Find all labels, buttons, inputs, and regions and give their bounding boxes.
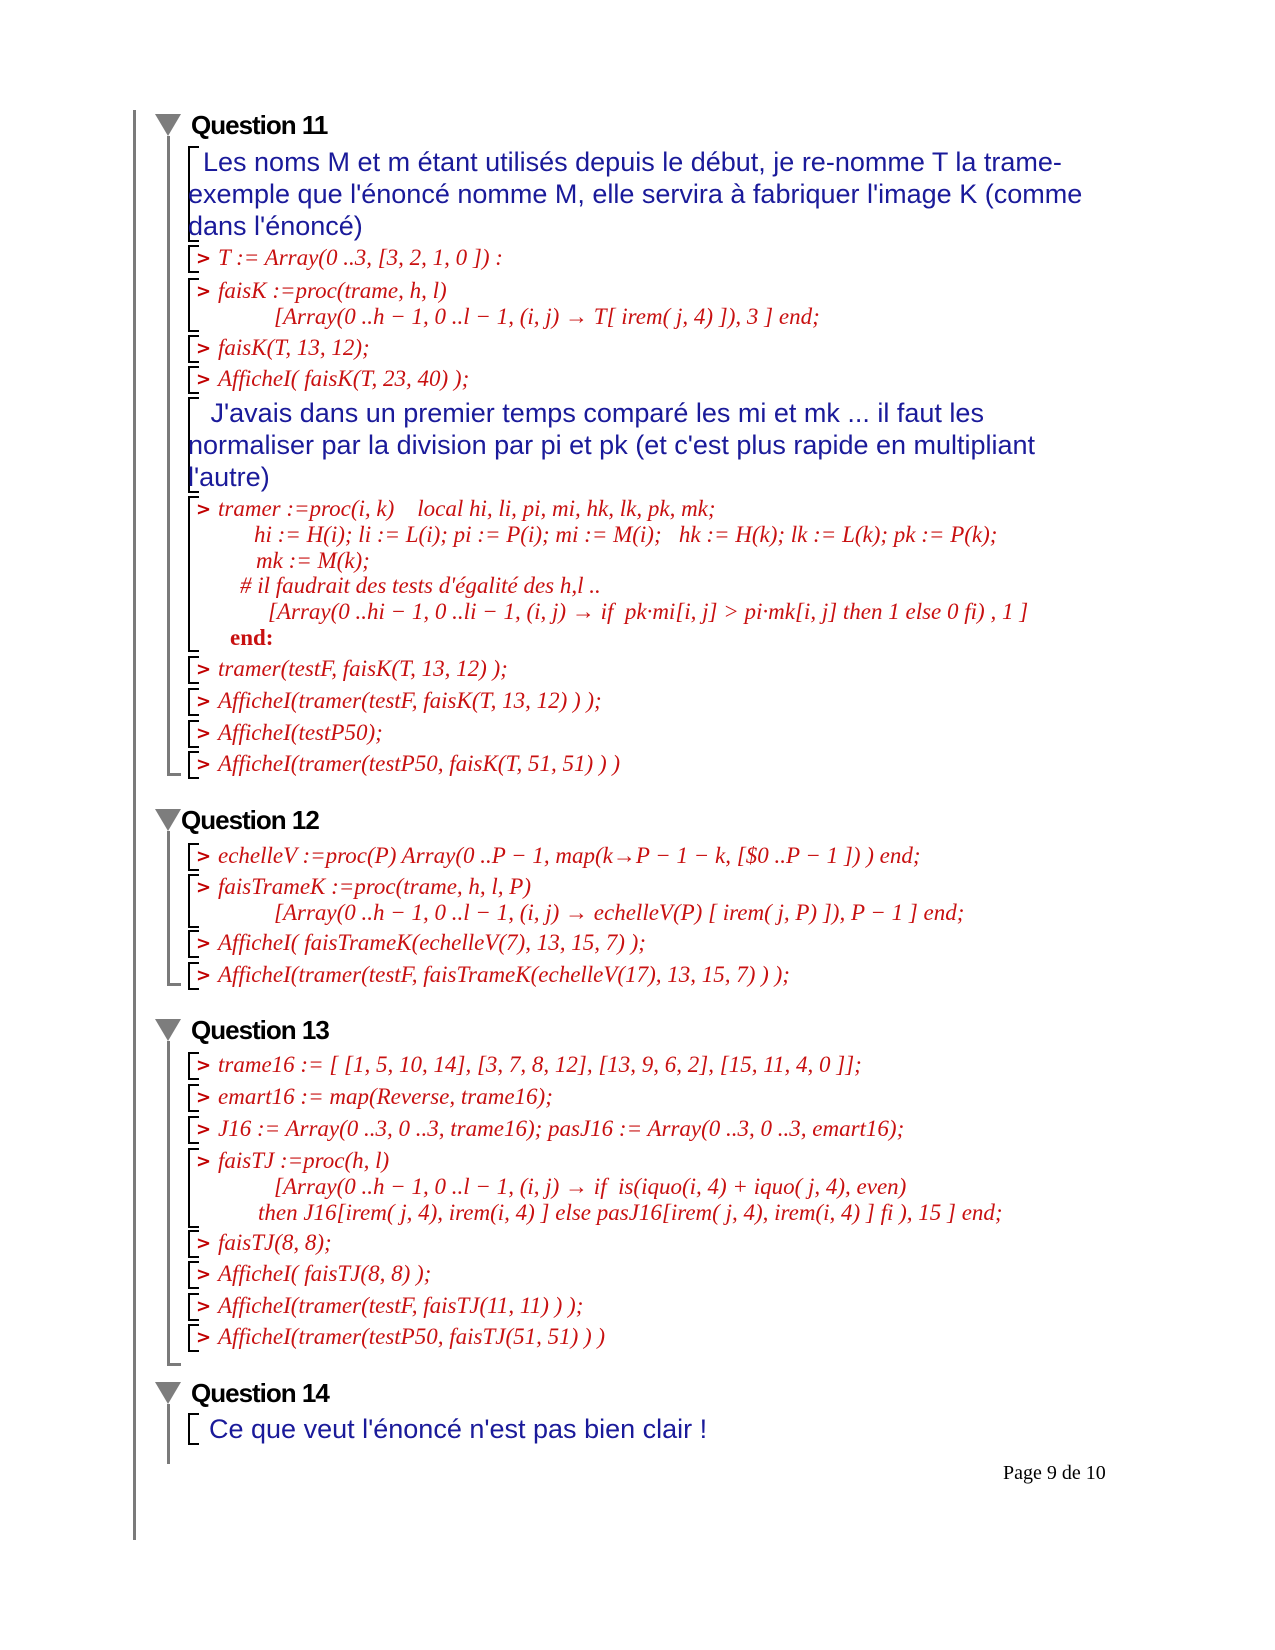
code-input[interactable]: [Array(0 ..hi − 1, 0 ..li − 1, (i, j) → if pk·mi[i, j] > pi·mk[i, j] then 1 else 0 fi) , 1 ] [268,599,1029,624]
code-input[interactable]: faisK(T, 13, 12); [218,335,370,360]
code-input[interactable]: AfficheI( faisTrameK(echelleV(7), 13, 15, 7) ); [218,930,646,955]
code-input[interactable]: [Array(0 ..h − 1, 0 ..l − 1, (i, j) → if is(iquo(i, 4) + iquo( j, 4), even) [274,1174,907,1199]
code-input[interactable]: AfficheI(tramer(testF, faisTJ(11, 11) ) ); [218,1293,584,1318]
code-input[interactable]: AfficheI(tramer(testP50, faisK(T, 51, 51) ) ) [218,751,621,776]
prompt-icon: > [196,369,212,390]
collapse-triangle-icon[interactable] [155,809,181,831]
prompt-icon: > [196,754,212,775]
section-title: Question 13 [191,1015,329,1045]
text-line: exemple que l'énoncé nomme M, elle servira à fabriquer l'image K (comme [188,179,1083,209]
code-input[interactable]: AfficheI(tramer(testF, faisK(T, 13, 12) ) ); [218,688,602,713]
prompt-icon: > [196,1151,212,1172]
code-input[interactable]: mk := M(k); [256,548,370,573]
prompt-icon: > [196,248,212,269]
text-line: dans l'énoncé) [188,211,363,241]
collapse-triangle-icon[interactable] [155,1382,181,1404]
section-title: Question 14 [191,1378,329,1408]
collapse-triangle-icon[interactable] [155,114,181,136]
code-input[interactable]: [Array(0 ..h − 1, 0 ..l − 1, (i, j) → T[ irem( j, 4) ]), 3 ] end; [274,304,820,329]
code-input[interactable]: # il faudrait des tests d'égalité des h,l .. [240,573,601,598]
text-paragraph [188,1413,708,1445]
code-input[interactable]: tramer :=proc(i, k) local hi, li, pi, mi, hk, lk, pk, mk; [218,496,716,521]
prompt-icon: > [196,499,212,520]
code-input[interactable]: tramer(testF, faisK(T, 13, 12) ); [218,656,508,681]
code-input[interactable]: T := Array(0 ..3, [3, 2, 1, 0 ]) : [218,245,503,270]
code-input[interactable]: [Array(0 ..h − 1, 0 ..l − 1, (i, j) → echelleV(P) [ irem( j, P) ]), P − 1 ] end; [274,900,965,925]
code-input[interactable]: AfficheI( faisTJ(8, 8) ); [218,1261,432,1286]
section-title: Question 11 [191,110,328,140]
code-input[interactable]: emart16 := map(Reverse, trame16); [218,1084,553,1109]
text-line: Ce que veut l'énoncé n'est pas bien clair ! [194,1414,708,1444]
code-input[interactable]: end: [230,625,274,650]
code-input[interactable]: hi := H(i); li := L(i); pi := P(i); mi := M(i); hk := H(k); lk := L(k); pk := P(k); [254,522,998,547]
prompt-icon: > [196,659,212,680]
prompt-icon: > [196,1264,212,1285]
prompt-icon: > [196,1055,212,1076]
prompt-icon: > [196,1296,212,1317]
code-input[interactable]: faisTJ(8, 8); [218,1230,332,1255]
section-title: Question 12 [181,805,319,835]
prompt-icon: > [196,933,212,954]
prompt-icon: > [196,877,212,898]
text-line: l'autre) [188,462,270,492]
prompt-icon: > [196,338,212,359]
section-bar [167,1041,170,1366]
code-input[interactable]: AfficheI(tramer(testP50, faisTJ(51, 51) ) ) [218,1324,606,1349]
code-input[interactable]: echelleV :=proc(P) Array(0 ..P − 1, map(k→P − 1 − k, [$0 ..P − 1 ]) ) end; [218,843,921,868]
prompt-icon: > [196,965,212,986]
code-input[interactable]: AfficheI( faisK(T, 23, 40) ); [218,366,470,391]
section-bar [167,1404,170,1464]
prompt-icon: > [196,281,212,302]
text-line: normaliser par la division par pi et pk (et c'est plus rapide en multipliant [188,430,1036,460]
code-input[interactable]: AfficheI(tramer(testF, faisTrameK(echelleV(17), 13, 15, 7) ) ); [218,962,790,987]
section-bar-foot [167,983,181,986]
text-paragraph [188,146,1083,242]
prompt-icon: > [196,1087,212,1108]
section-bar [167,136,170,776]
prompt-icon: > [196,1119,212,1140]
section-bar-foot [167,773,181,776]
text-line: J'avais dans un premier temps comparé les mi et mk ... il faut les [188,398,984,428]
code-input[interactable]: J16 := Array(0 ..3, 0 ..3, trame16); pasJ16 := Array(0 ..3, 0 ..3, emart16); [218,1116,905,1141]
code-input[interactable]: then J16[irem( j, 4), irem(i, 4) ] else pasJ16[irem( j, 4), irem(i, 4) ] fi ), 15 ] end; [258,1200,1003,1225]
document-outline-bar [133,110,136,1540]
section-bar [167,831,170,986]
code-input[interactable]: AfficheI(testP50); [218,720,383,745]
prompt-icon: > [196,846,212,867]
prompt-icon: > [196,691,212,712]
collapse-triangle-icon[interactable] [155,1019,181,1041]
prompt-icon: > [196,1327,212,1348]
prompt-icon: > [196,723,212,744]
text-paragraph [188,397,1036,493]
code-input[interactable]: faisK :=proc(trame, h, l) [218,278,447,303]
page-number: Page 9 de 10 [1003,1462,1106,1484]
code-input[interactable]: faisTrameK :=proc(trame, h, l, P) [218,874,532,899]
code-input[interactable]: faisTJ :=proc(h, l) [218,1148,390,1173]
section-bar-foot [167,1363,181,1366]
prompt-icon: > [196,1233,212,1254]
code-input[interactable]: trame16 := [ [1, 5, 10, 14], [3, 7, 8, 12], [13, 9, 6, 2], [15, 11, 4, 0 ]]; [218,1052,862,1077]
text-line: Les noms M et m étant utilisés depuis le début, je re-nomme T la trame- [188,147,1062,177]
